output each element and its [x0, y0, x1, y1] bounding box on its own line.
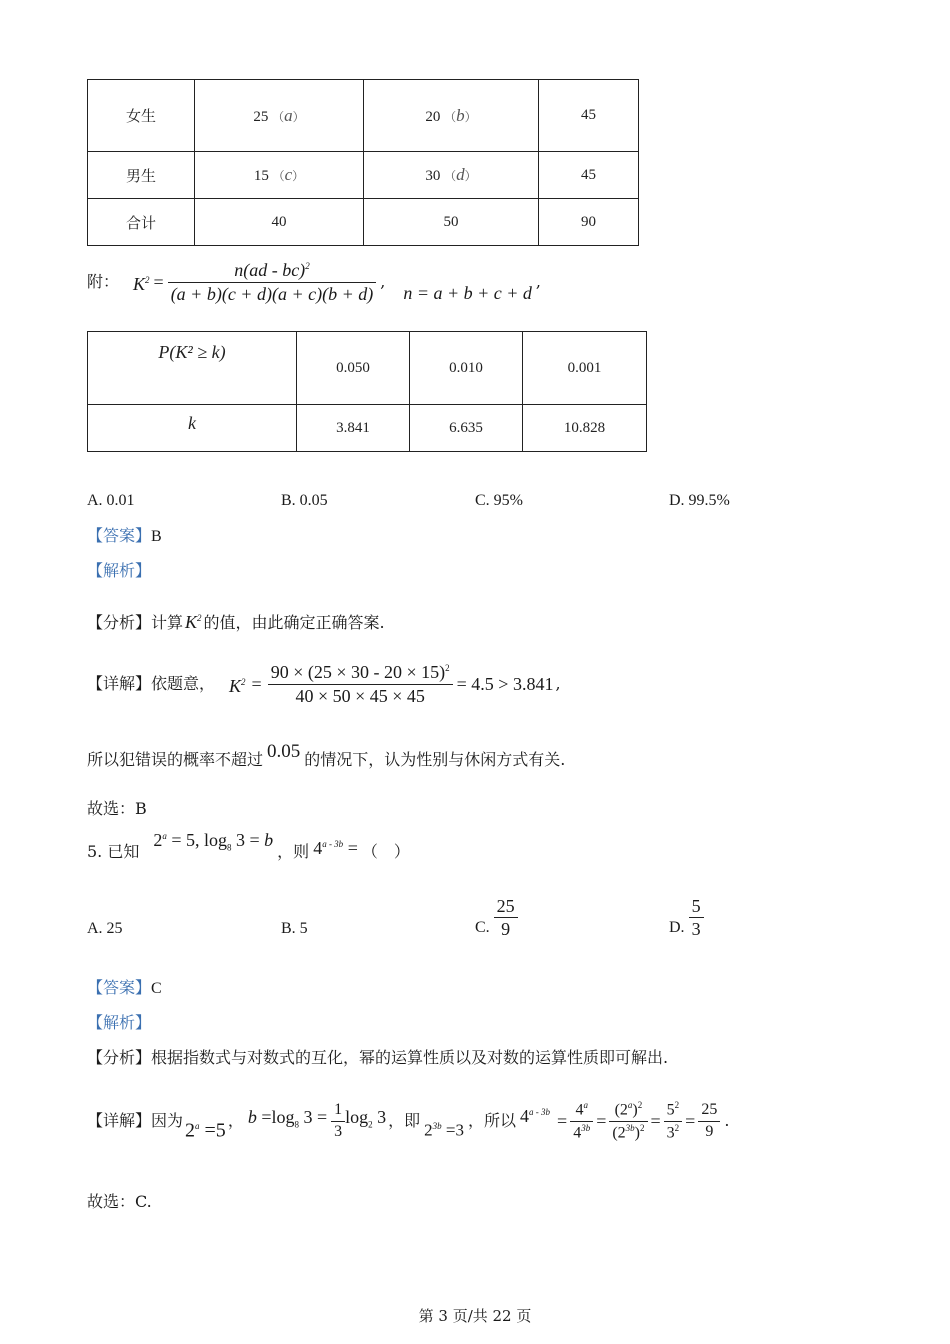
q5-answer: 【答案】C: [87, 978, 162, 997]
row-label: 女生: [125, 107, 156, 125]
k-squared: $K^2$: [133, 274, 150, 294]
page-footer: 第 3 页/共 22 页: [418, 1307, 532, 1325]
q5-stem: 5. 已知 $2^a = 5$, $\log_8 3 = b$ ，则 $4^{a - 3b}$ = （ ）: [87, 830, 410, 861]
q5-option-d: D. $\frac{5}{3}$: [669, 892, 704, 940]
variable-d: d: [456, 165, 465, 184]
n-definition: n = a + b + c + d: [403, 283, 532, 303]
table-row: k 3.841 6.635 10.828: [88, 405, 647, 452]
critical-value-table: [87, 331, 647, 452]
q5-option-b: B. 5: [281, 920, 308, 937]
variable-c: c: [284, 165, 293, 184]
q5-detail: 【详解】 因为 $2^a =5$ ， $b =\log_8$ 3 = $\frac{1}{3}$ $\log_2 3$ ，即 $2^{3b} =3$ ，所以 $4^{a - 3b}$ = $\frac{4^a}{4^{3b}}$ = $\frac{(2^a)^2}{(2^{3b})^2}$ = $\frac{5^2}{3^2}$ = $\frac{25}{9}$ .: [87, 1099, 730, 1142]
variable-a: a: [284, 105, 293, 125]
table-row: 合计 40 50 90: [88, 199, 639, 246]
k-label: k: [188, 413, 196, 433]
q5-option-c: C. $\frac{25}{9}$: [475, 892, 518, 940]
q5-analysis-tag: 【解析】: [87, 1013, 152, 1032]
chi-square-fraction: $\frac{90 \times (25 \times 30 - 20 \times 15)^2}{40 \times 50 \times 45 \times 45}$: [268, 662, 453, 706]
q4-option-a: A. 0.01: [87, 492, 135, 509]
k-squared-fraction: $\frac{n(ad - bc)^2}{(a + b)(c + d)(a + c)(b + d)}$: [168, 260, 377, 304]
q5-fenxi: 【分析】根据指数式与对数式的互化，幂的运算性质以及对数的运算性质即可解出.: [87, 1048, 669, 1067]
row-label: 合计: [125, 213, 156, 232]
table-row: P(K² ≥ k) 0.050 0.010 0.001: [88, 332, 647, 405]
q4-option-d: D. 99.5%: [669, 492, 730, 509]
q5-option-a: A. 25: [87, 920, 123, 937]
q4-option-b: B. 0.05: [281, 492, 328, 509]
table-row: 男生 15 （c） 30 （d） 45: [88, 152, 639, 199]
q4-option-c: C. 95%: [475, 492, 523, 509]
table-row: 女生 25 （a） 20 （b） 45: [88, 80, 639, 152]
row-label: 男生: [125, 166, 156, 185]
q4-analysis-tag: 【解析】: [87, 561, 152, 580]
q4-fenxi: 【分析】计算 $K^2$ 的值，由此确定正确答案.: [87, 612, 385, 632]
q5-choice: 故选：C.: [87, 1192, 152, 1211]
probability-label: P(K² ≥ k): [158, 342, 226, 362]
contingency-table: [87, 79, 639, 246]
variable-b: b: [456, 105, 465, 125]
q4-detail: 【详解】 依题意， $K^2$ = $\frac{90 \times (25 \times 30 - 20 \times 15)^2}{40 \times 50 \times 45 \times 45}$ = 4.5 > 3.841 ,: [87, 661, 561, 706]
formula-line: 附： $K^2$ = $\frac{n(ad - bc)^2}{(a + b)(c + d)(a + c)(b + d)}$ , n = a + b + c + d ,: [87, 259, 541, 304]
q4-choice: 故选：B: [87, 799, 147, 818]
q4-conclusion: 所以犯错误的概率不超过 0.05 的情况下，认为性别与休闲方式有关.: [87, 741, 566, 769]
formula-prefix: 附：: [87, 272, 120, 291]
q4-answer: 【答案】B: [87, 526, 162, 545]
